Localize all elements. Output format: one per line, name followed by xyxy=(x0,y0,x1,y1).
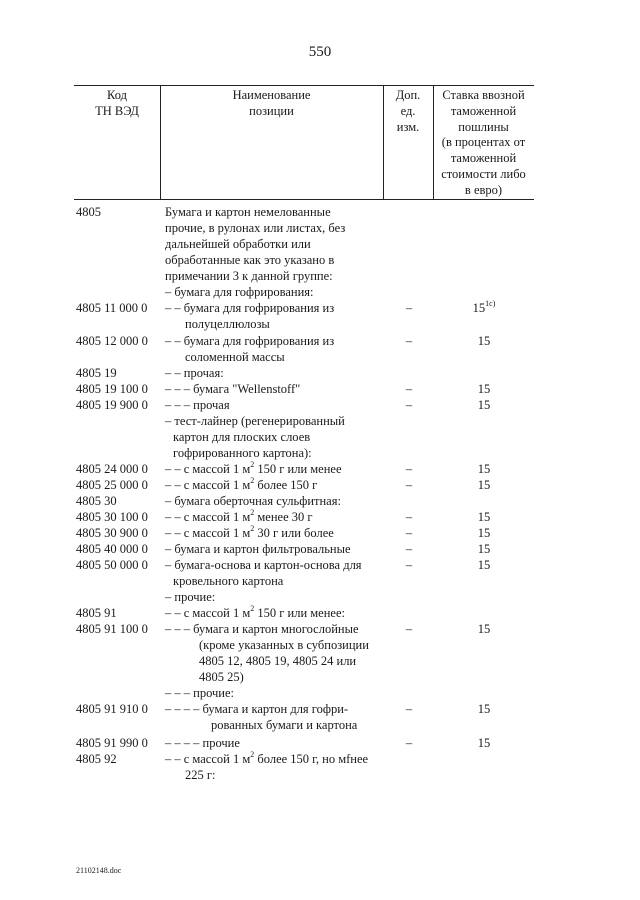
row-code: 4805 91 xyxy=(76,606,117,620)
row-code: 4805 19 100 0 xyxy=(76,382,148,396)
row-description-line: – – прочая: xyxy=(165,366,224,380)
row-code: 4805 91 910 0 xyxy=(76,702,148,716)
row-unit: – xyxy=(405,334,413,348)
row-code: 4805 30 900 0 xyxy=(76,526,148,540)
row-description-line: обработанные как это указано в xyxy=(165,253,335,267)
row-unit: – xyxy=(405,462,413,476)
table-top-rule xyxy=(74,85,534,86)
header-name: Наименование позиции xyxy=(232,88,311,118)
row-rate: 15 xyxy=(477,334,491,348)
row-unit: – xyxy=(405,382,413,396)
row-description-line: – – с массой 1 $м^2$ 150 г или менее: xyxy=(165,603,345,620)
header-code: Код ТН ВЭД xyxy=(95,88,139,118)
row-unit: – xyxy=(405,542,413,556)
row-description-line: картон для плоских слоев xyxy=(173,430,311,444)
row-description-line: дальнейшей обработки или xyxy=(165,237,311,251)
page-number: 550 xyxy=(308,44,332,60)
row-unit: – xyxy=(405,558,413,572)
row-rate: 15 xyxy=(477,702,491,716)
row-description-line: рованных бумаги и картона xyxy=(211,718,358,732)
row-rate: 15 xyxy=(477,736,491,750)
row-unit: – xyxy=(405,510,413,524)
row-rate: 15 xyxy=(477,558,491,572)
row-description-line: – – – – бумага и картон для гофри- xyxy=(165,702,349,716)
row-code: 4805 19 900 0 xyxy=(76,398,148,412)
header-rate: Ставка ввозной таможенной пошлины (в процентах от таможенной стоимости либо в евро) xyxy=(441,88,526,197)
row-description-line: 4805 25) xyxy=(199,670,244,684)
row-description-line: 4805 12, 4805 19, 4805 24 или xyxy=(199,654,357,668)
row-code: 4805 25 000 0 xyxy=(76,478,148,492)
row-description-line: соломенной массы xyxy=(185,350,285,364)
row-rate: 15 xyxy=(477,462,491,476)
row-description-line: прочие, в рулонах или листах, без xyxy=(165,221,346,235)
row-description-line: – бумага и картон фильтровальные xyxy=(165,542,351,556)
row-description-line: – – с массой 1 $м^2$ более 150 г xyxy=(165,475,318,492)
row-description-line: примечании 3 к данной группе: xyxy=(165,269,333,283)
row-rate: $15^{1c)}$ xyxy=(472,298,496,315)
row-unit: – xyxy=(405,702,413,716)
row-description-line: – – бумага для гофрирования из xyxy=(165,301,335,315)
row-rate: 15 xyxy=(477,398,491,412)
file-footer: 21102148.doc xyxy=(76,866,122,875)
row-description-line: – – – прочие: xyxy=(165,686,234,700)
row-code: 4805 24 000 0 xyxy=(76,462,148,476)
row-code: 4805 91 990 0 xyxy=(76,736,148,750)
row-description-line: – прочие: xyxy=(165,590,216,604)
row-unit: – xyxy=(405,736,413,750)
row-code: 4805 19 xyxy=(76,366,117,380)
row-unit: – xyxy=(405,622,413,636)
row-code: 4805 91 100 0 xyxy=(76,622,148,636)
row-description-line: – – – прочая xyxy=(165,398,230,412)
row-description-line: 225 г: xyxy=(185,768,216,782)
row-code: 4805 50 000 0 xyxy=(76,558,148,572)
row-description-line: – бумага оберточная сульфитная: xyxy=(165,494,341,508)
header-unit: Доп. ед. изм. xyxy=(395,88,421,134)
row-unit: – xyxy=(405,398,413,412)
row-code: 4805 30 xyxy=(76,494,117,508)
row-unit: – xyxy=(405,526,413,540)
row-description-line: – тест-лайнер (регенерированный xyxy=(165,414,345,428)
rate-footnote-mark: 1c) xyxy=(485,298,496,308)
row-unit: – xyxy=(405,301,413,315)
row-rate: 15 xyxy=(477,478,491,492)
row-rate: 15 xyxy=(477,542,491,556)
row-description-line: – – с массой 1 $м^2$ более 150 г, но мfнее xyxy=(165,749,369,766)
row-description-line: – – с массой 1 $м^2$ менее 30 г xyxy=(165,507,313,524)
row-code: 4805 40 000 0 xyxy=(76,542,148,556)
table-header-bottom-rule xyxy=(74,199,534,200)
row-description-line: – бумага-основа и картон-основа для xyxy=(165,558,362,572)
row-description-line: полуцеллюлозы xyxy=(185,317,270,331)
row-unit: – xyxy=(405,478,413,492)
row-code: 4805 30 100 0 xyxy=(76,510,148,524)
row-description-line: кровельного картона xyxy=(173,574,284,588)
row-code: 4805 92 xyxy=(76,752,117,766)
row-rate: 15 xyxy=(477,622,491,636)
row-description-line: – бумага для гофрирования: xyxy=(165,285,314,299)
row-description-line: Бумага и картон немелованные xyxy=(165,205,331,219)
row-description-line: – – с массой 1 $м^2$ 30 г или более xyxy=(165,523,334,540)
row-description-line: – – – бумага и картон многослойные xyxy=(165,622,359,636)
row-code: 4805 xyxy=(76,205,101,219)
row-rate: 15 xyxy=(477,510,491,524)
row-description-line: (кроме указанных в субпозиции xyxy=(199,638,369,652)
row-rate: 15 xyxy=(477,382,491,396)
row-description-line: – – с массой 1 $м^2$ 150 г или менее xyxy=(165,459,342,476)
row-code: 4805 12 000 0 xyxy=(76,334,148,348)
row-description-line: – – бумага для гофрирования из xyxy=(165,334,335,348)
row-description-line: – – – – прочие xyxy=(165,736,240,750)
row-code: 4805 11 000 0 xyxy=(76,301,148,315)
row-rate: 15 xyxy=(477,526,491,540)
row-description-line: гофрированного картона): xyxy=(173,446,312,460)
row-description-line: – – – бумага "Wellenstoff" xyxy=(165,382,301,396)
